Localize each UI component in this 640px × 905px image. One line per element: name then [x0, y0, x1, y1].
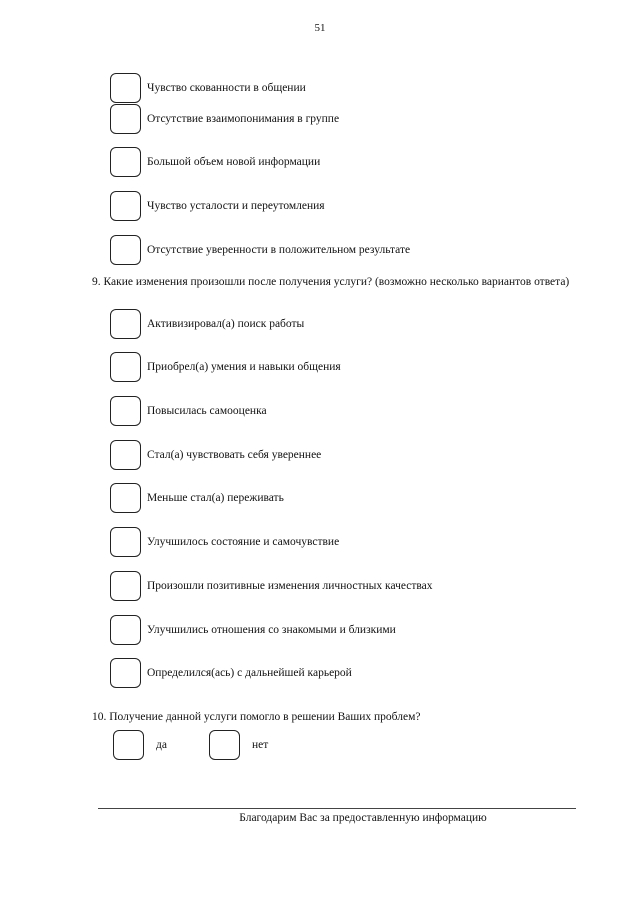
option-less-worry[interactable] — [110, 483, 284, 513]
answer-yes[interactable] — [113, 730, 167, 760]
option-self-esteem[interactable] — [110, 396, 267, 426]
option-wellbeing[interactable] — [110, 527, 339, 557]
checkbox[interactable] — [110, 104, 141, 134]
checkbox[interactable] — [209, 730, 240, 760]
checkbox[interactable] — [110, 73, 141, 103]
checkbox[interactable] — [110, 440, 141, 470]
option-label: Чувство скованности в общении — [147, 82, 306, 94]
option-label: Произошли позитивные изменения личностных качествах — [147, 580, 433, 592]
option-label: Отсутствие уверенности в положительном результате — [147, 244, 411, 256]
option-personal-qualities[interactable] — [110, 571, 433, 601]
option-relationships[interactable] — [110, 615, 396, 645]
option-label: Приобрел(а) умения и навыки общения — [147, 361, 341, 373]
checkbox[interactable] — [110, 615, 141, 645]
checkbox[interactable] — [110, 396, 141, 426]
option-confidence[interactable] — [110, 440, 321, 470]
option-uncertainty[interactable] — [110, 235, 410, 265]
option-label: Определился(ась) с дальнейшей карьерой — [147, 667, 352, 679]
checkbox[interactable] — [110, 147, 141, 177]
question-10-text: 10. Получение данной услуги помогло в решении Ваших проблем? — [92, 711, 421, 723]
option-stiffness[interactable] — [110, 73, 306, 103]
answer-no[interactable] — [209, 730, 268, 760]
checkbox[interactable] — [110, 658, 141, 688]
option-label: Стал(а) чувствовать себя увереннее — [147, 449, 322, 461]
checkbox[interactable] — [110, 483, 141, 513]
answer-label: нет — [252, 739, 269, 751]
checkbox[interactable] — [110, 235, 141, 265]
checkbox[interactable] — [110, 571, 141, 601]
option-fatigue[interactable] — [110, 191, 325, 221]
footer-divider — [98, 808, 576, 809]
option-new-info[interactable] — [110, 147, 320, 177]
question-9-text: 9. Какие изменения произошли после получения услуги? (возможно несколько вариантов ответа) — [92, 276, 570, 288]
page-number: 51 — [314, 22, 326, 34]
option-communication-skills[interactable] — [110, 352, 341, 382]
checkbox[interactable] — [110, 191, 141, 221]
option-label: Повысилась самооценка — [147, 405, 267, 417]
answer-label: да — [156, 739, 167, 751]
checkbox[interactable] — [113, 730, 144, 760]
option-label: Улучшилось состояние и самочувствие — [147, 536, 340, 548]
option-label: Отсутствие взаимопонимания в группе — [147, 113, 340, 125]
footer-thanks: Благодарим Вас за предоставленную информацию — [239, 812, 487, 824]
option-career[interactable] — [110, 658, 352, 688]
checkbox[interactable] — [110, 309, 141, 339]
option-label: Большой объем новой информации — [147, 156, 321, 168]
option-label: Активизировал(а) поиск работы — [147, 318, 305, 330]
option-label: Чувство усталости и переутомления — [147, 200, 325, 212]
option-misunderstanding[interactable] — [110, 104, 339, 134]
option-label: Улучшились отношения со знакомыми и близкими — [147, 624, 396, 636]
option-label: Меньше стал(а) переживать — [147, 492, 284, 504]
checkbox[interactable] — [110, 527, 141, 557]
checkbox[interactable] — [110, 352, 141, 382]
option-job-search[interactable] — [110, 309, 304, 339]
